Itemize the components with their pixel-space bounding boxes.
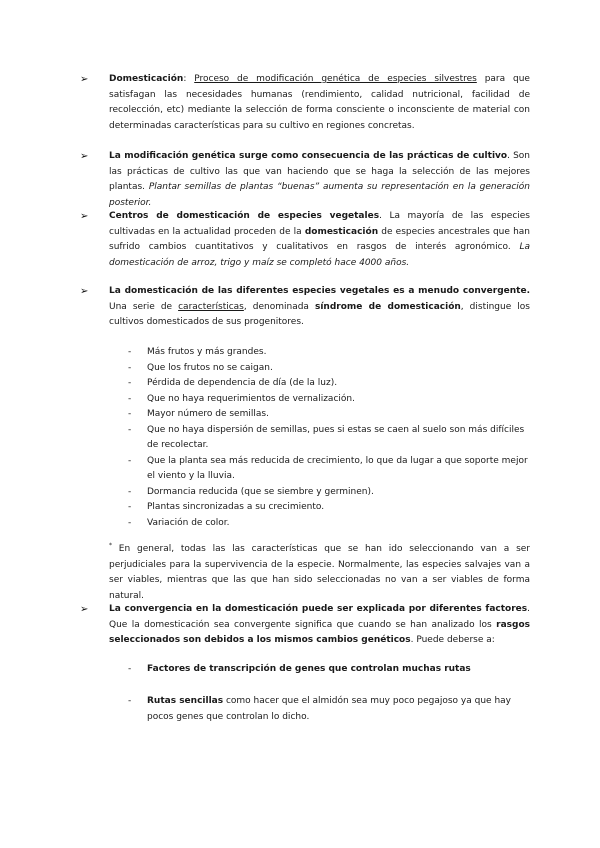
arrow-bullet-icon: ➢ xyxy=(80,74,89,85)
bullet-domesticacion xyxy=(80,72,530,134)
list-item: - Mayor número de semillas. xyxy=(128,409,269,419)
bullet-convergente xyxy=(80,284,530,331)
list-item: - Variación de color. xyxy=(128,517,230,528)
bullet-text: La convergencia en la domesticación puede ser explicada por diferentes factores. Que la domesticación sea convergente significa que cuando se han analizado los rasgos seleccionados son debidos a los mismos cambios genéticos. Puede deberse a: xyxy=(109,604,530,645)
list-item: - Dormancia reducida (que se siembre y germinen). xyxy=(128,486,374,497)
bullet-text: Centros de domesticación de especies vegetales. La mayoría de las especies cultivadas en la actualidad proceden de la domesticación de especies ancestrales que han sufrido cambios cuantitativos y cualitativos en rasgos de interés agronómico. La domesticación de arroz, trigo y maíz se completó hace 4000 años. xyxy=(109,211,530,268)
domestication-traits-list xyxy=(128,345,528,531)
bullet-text: La modificación genética surge como consecuencia de las prácticas de cultivo. Son las prácticas de cultivo las que van haciendo que se haga la selección de las mejores plantas. Plantar semillas de plantas “buenas” aumenta su representación en la generación posterior. xyxy=(109,151,530,208)
bullet-convergencia xyxy=(80,602,530,649)
list-item: - Que no haya dispersión de semillas, pues si estas se caen al suelo son más difíciles de recolectar. xyxy=(128,424,525,450)
bullet-centros xyxy=(80,209,530,271)
arrow-bullet-icon: ➢ xyxy=(80,211,89,222)
arrow-bullet-icon: ➢ xyxy=(80,151,89,162)
factors-list-2 xyxy=(128,694,528,725)
list-item: - Plantas sincronizadas a su crecimiento. xyxy=(128,502,325,512)
bullet-text: Domesticación: Proceso de modificación genética de especies silvestres para que satisfagan las necesidades humanas (rendimiento, calidad nutricional, facilidad de recolección, etc) mediante la selección de forma consciente o inconsciente de material con determinadas características para su cultivo en regiones concretas. xyxy=(109,74,530,131)
list-item: - Que los frutos no se caigan. xyxy=(128,362,273,373)
list-item: - Factores de transcripción de genes que controlan muchas rutas xyxy=(128,664,471,674)
list-item: - Que no haya requerimientos de vernalización. xyxy=(128,393,355,404)
definition: Proceso de modificación genética de especies silvestres xyxy=(194,74,477,84)
footnote-paragraph: * En general, todas las las características que se han ido seleccionando van a ser perjudiciales para la supervivencia de la especie. Normalmente, las especies salvajes van a ser viables, mientras que las que han sido seleccionadas no van a ser viables de forma natural. xyxy=(109,542,530,601)
arrow-bullet-icon: ➢ xyxy=(80,604,89,615)
arrow-bullet-icon: ➢ xyxy=(80,286,89,297)
list-item: - Que la planta sea más reducida de crecimiento, lo que da lugar a que soporte mejor el viento y la lluvia. xyxy=(128,455,528,481)
list-item: - Más frutos y más grandes. xyxy=(128,347,267,357)
bullet-modificacion xyxy=(80,149,530,211)
bullet-text: La domesticación de las diferentes especies vegetales es a menudo convergente. Una serie de características, denominada síndrome de domesticación, distingue los cultivos domesticados de sus progenitores. xyxy=(109,286,530,327)
list-item: - Pérdida de dependencia de día (de la luz). xyxy=(128,378,338,388)
list-item: - Rutas sencillas como hacer que el almidón sea muy poco pegajoso ya que hay pocos genes que controlan lo dicho. xyxy=(128,696,511,722)
factors-list xyxy=(128,662,528,678)
term: Domesticación xyxy=(109,74,184,84)
